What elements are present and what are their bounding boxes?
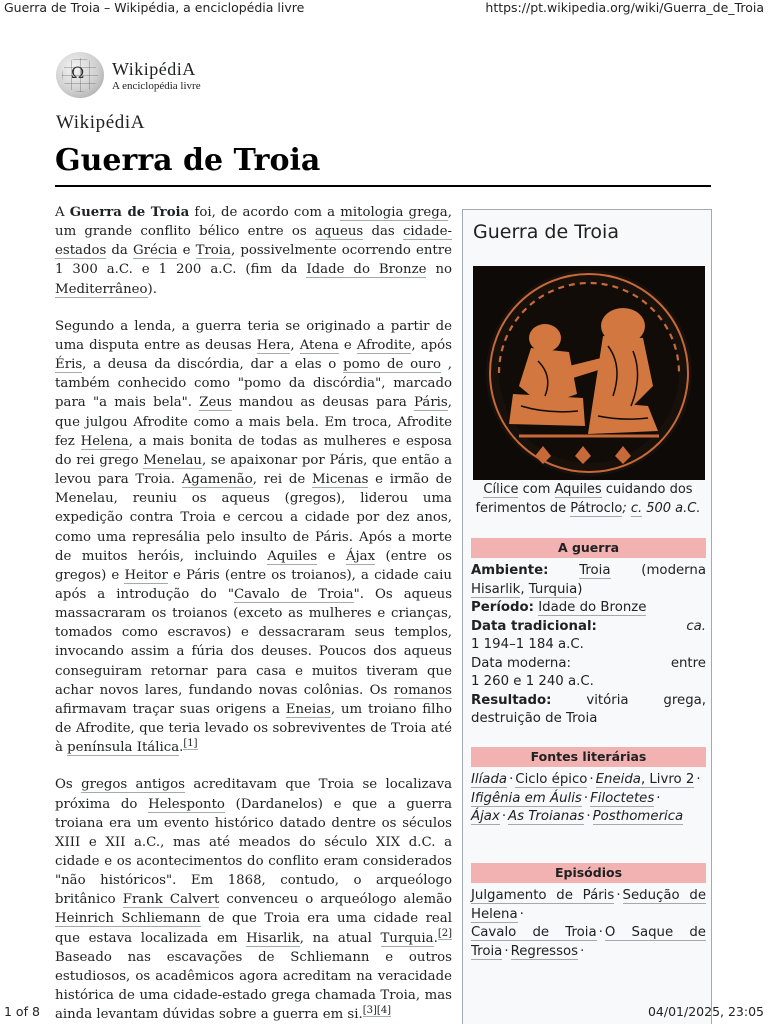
infobox-title: Guerra de Troia	[473, 221, 619, 243]
link-agamenon[interactable]: Agamenão	[181, 472, 253, 488]
wikipedia-wordmark: WikipédiA	[56, 112, 146, 133]
row-periodo: Período: Idade do Bronze	[471, 600, 647, 615]
print-header	[0, 0, 768, 18]
link-seducao-de-helena[interactable]: Sedução de Helena	[471, 888, 706, 922]
link-patroclo[interactable]: Pátroclo	[570, 500, 623, 516]
print-page-number: 1 of 8	[4, 1004, 40, 1019]
section-header-fontes: Fontes literárias	[471, 747, 706, 767]
link-ifigenia[interactable]: Ifigênia em Áulis	[471, 790, 582, 806]
infobox	[462, 209, 712, 1024]
link-iliada[interactable]: Ilíada	[471, 772, 508, 787]
link-romanos[interactable]: romanos	[393, 682, 452, 698]
section-header-episodios: Episódios	[471, 863, 706, 883]
link-ajax[interactable]: Ájax	[345, 548, 376, 564]
link-afrodite[interactable]: Afrodite	[356, 337, 412, 353]
link-turquia[interactable]: Turquia	[380, 930, 434, 946]
infobox-guerra-details	[471, 562, 706, 729]
article-term: Guerra de Troia	[69, 205, 190, 220]
link-grecia[interactable]: Grécia	[132, 243, 178, 259]
link-zeus[interactable]: Zeus	[199, 395, 232, 411]
link-idade-do-bronze[interactable]: Idade do Bronze	[306, 262, 427, 278]
row-ambiente: Ambiente: Troia (moderna Hisarlik, Turquia)	[471, 563, 706, 597]
link-julgamento-de-paris[interactable]: Julgamento de Páris	[471, 888, 615, 903]
kylix-illustration	[473, 266, 705, 480]
link-hera[interactable]: Hera	[256, 337, 291, 353]
wikipedia-globe-icon	[56, 52, 104, 98]
article-body	[55, 203, 452, 1024]
link-gregos-antigos[interactable]: gregos antigos	[81, 777, 185, 793]
link-frank-calvert[interactable]: Frank Calvert	[122, 892, 220, 908]
link-regressos[interactable]: Regressos	[510, 943, 579, 959]
brand-name: WikipédiA	[112, 58, 196, 79]
print-footer	[0, 1004, 768, 1022]
print-datetime: 04/01/2025, 23:05	[647, 1004, 764, 1019]
row-data-moderna: Data moderna: entre 1 260 e 1 240 a.C.	[471, 655, 706, 689]
title-divider	[55, 185, 711, 187]
paragraph-legend: Segundo a lenda, a guerra teria se originado a partir de uma disputa entre as deusas Hera, Atena e Afrodite, após Éris, a deusa da discórdia, dar a elas o pomo de ouro , também conhecido como "pomo da discórdia", marcado para "a mais bela". Zeus mandou as deusas para Páris, que julgou Afrodite como a mais bela. Em troca, Afrodite fez Helena, a mais bonita de todas as mulheres e esposa do rei grego Menelau, se apaixonar por Páris, que então a levou para Troia. Agamenão, rei de Micenas e irmão de Menelau, reuniu os aqueus (gregos), liderou uma expedição contra Troia e cercou a cidade por dez anos, como uma represália pelo insulto de Páris. Após a morte de muitos heróis, incluindo Aquiles e Ájax (entre os gregos) e Heitor e Páris (entre os troianos), a cidade caiu após a introdução do "Cavalo de Troia". Os aqueus massacraram os troianos (exceto as mulheres e crianças, tomados como escravos) e dessacraram seus templos, invocando assim a fúria dos deuses. Poucos dos aqueus conseguiram retornar para casa e muitos tiveram que achar novos lares, fundando novas colônias. Os romanos afirmavam traçar suas origens a Eneias, um troiano filho de Afrodite, que teria levado os sobreviventes de Troia até à península Itálica.[1]	[55, 318, 453, 756]
reference-2[interactable]: [2]	[437, 928, 452, 940]
link-menelau[interactable]: Menelau	[143, 452, 202, 468]
brand-text	[112, 59, 201, 92]
link-helesponto[interactable]: Helesponto	[148, 796, 225, 812]
link-as-troianas[interactable]: As Troianas	[508, 809, 585, 824]
link-mitologia-grega[interactable]: mitologia grega	[340, 205, 448, 220]
infobox-image-kylix[interactable]	[473, 266, 705, 480]
link-filoctetes[interactable]: Filoctetes	[590, 790, 655, 806]
paragraph-history: Os gregos antigos acreditavam que Troia se localizava próxima do Helesponto (Dardanelos) e que a guerra troiana era um evento histórico datado dentre os séculos XIII e XII a.C., mas até meados do século XIX d.C. a cidade e os acontecimentos do conflito eram considerados "não históricos". Em 1868, contudo, o arqueólogo britânico Frank Calvert convenceu o arqueólogo alemão Heinrich Schliemann de que Troia era uma cidade real que estava localizada em Hisarlik, na atual Turquia.[2] Baseado nas escavações de Schliemann e outros estudiosos, os acadêmicos agora acreditam na veracidade histórica de uma cidade-estado grega chamada Troia, mas ainda levantam dúvidas sobre a guerra em si.[3][4]	[55, 777, 453, 1023]
reference-1[interactable]: [1]	[183, 737, 198, 749]
link-cavalo-de-troia[interactable]: Cavalo de Troia	[233, 586, 354, 602]
print-page-title: Guerra de Troia – Wikipédia, a enciclopédia livre	[4, 0, 305, 15]
infobox-fontes-list: Ilíada · Ciclo épico · Eneida, Livro 2 · Ifigênia em Áulis · Filoctetes · Ájax · As Troianas · Posthomerica	[471, 772, 701, 824]
row-resultado: Resultado: vitória grega, destruição de Troia	[471, 692, 707, 726]
link-hisarlik[interactable]: Hisarlik	[246, 930, 300, 946]
reference-3[interactable]: [3]	[362, 1004, 377, 1016]
link-helena[interactable]: Helena	[80, 433, 129, 449]
wikipedia-logo[interactable]	[56, 52, 201, 98]
link-posthomerica[interactable]: Posthomerica	[592, 809, 684, 824]
link-calice[interactable]: Cílice	[483, 482, 519, 497]
row-data-tradicional: Data tradicional: ca. 1 194–1 184 a.C.	[471, 618, 706, 652]
link-peninsula-italica[interactable]: península Itálica	[67, 740, 180, 756]
link-heinrich-schliemann[interactable]: Heinrich Schliemann	[55, 911, 201, 927]
link-aquiles[interactable]: Aquiles	[267, 548, 318, 564]
link-atena[interactable]: Atena	[299, 337, 339, 353]
link-eneias[interactable]: Eneias	[285, 701, 331, 717]
link-ciclo-epico[interactable]: Ciclo épico	[515, 772, 588, 787]
paragraph-intro: A Guerra de Troia foi, de acordo com a mitologia grega, um grande conflito bélico entre os aqueus das cidade-estados da Grécia e Troia, possivelmente ocorrendo entre 1 300 a.C. e 1 200 a.C. (fim da Idade do Bronze no Mediterrâneo).	[55, 205, 453, 297]
link-saque-de-troia[interactable]: O Saque de Troia	[471, 925, 706, 959]
print-url: https://pt.wikipedia.org/wiki/Guerra_de_Troia	[485, 0, 764, 15]
link-eneida[interactable]: Eneida, Livro 2	[595, 772, 695, 787]
infobox-caption: Cílice com Aquiles cuidando dos ferimentos de Pátroclo; c. 500 a.C.	[475, 482, 701, 516]
link-paris[interactable]: Páris	[414, 395, 448, 411]
reference-4[interactable]: [4]	[376, 1004, 392, 1016]
link-heitor[interactable]: Heitor	[124, 567, 168, 583]
page-title: Guerra de Troia	[55, 143, 321, 178]
section-header-guerra: A guerra	[471, 538, 706, 558]
link-eris[interactable]: Éris	[55, 357, 83, 373]
infobox-episodios-list: Julgamento de Páris · Sedução de Helena · Cavalo de Troia · O Saque de Troia · Regressos ·	[471, 888, 706, 959]
link-cidade-estados[interactable]: cidade-estados	[55, 224, 452, 259]
link-ib-hisarlik[interactable]: Hisarlik	[471, 581, 521, 597]
brand-tagline: A enciclopédia livre	[112, 79, 201, 92]
link-aqueus[interactable]: aqueus	[314, 224, 364, 240]
link-ib-idade-do-bronze[interactable]: Idade do Bronze	[538, 600, 647, 615]
link-ib-troia[interactable]: Troia	[579, 563, 611, 578]
link-circa[interactable]: c.	[630, 500, 643, 516]
link-pomo-de-ouro[interactable]: pomo de ouro	[343, 357, 442, 373]
link-micenas[interactable]: Micenas	[311, 472, 369, 488]
link-ib-turquia[interactable]: Turquia	[528, 581, 578, 597]
link-caption-aquiles[interactable]: Aquiles	[554, 482, 602, 497]
link-ajax-play[interactable]: Ájax	[471, 809, 500, 824]
link-mediterraneo[interactable]: Mediterrâneo	[55, 281, 148, 297]
link-ib-cavalo-de-troia[interactable]: Cavalo de Troia	[471, 925, 597, 940]
link-troia[interactable]: Troia	[195, 243, 231, 259]
